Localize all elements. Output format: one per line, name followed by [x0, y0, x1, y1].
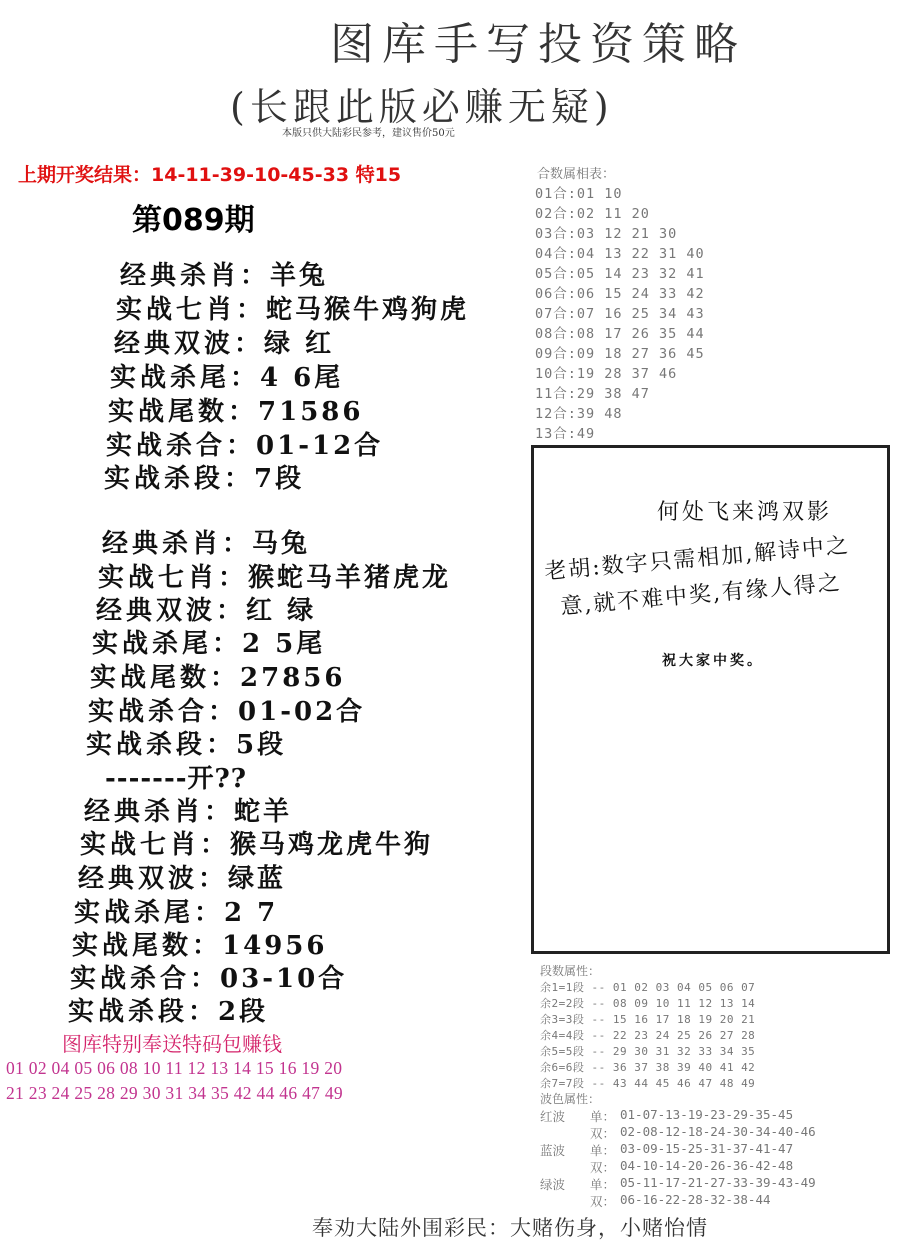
- prediction-row: 实战尾数：71586: [108, 397, 364, 427]
- segment-row: 余1=1段 -- 01 02 03 04 05 06 07: [540, 981, 756, 994]
- poem-hint-line-2: 意,就不难中奖,有缘人得之: [559, 570, 843, 620]
- prediction-row: 实战杀尾：4 6尾: [110, 363, 344, 393]
- segment-row: 余7=7段 -- 43 44 45 46 47 48 49: [540, 1077, 756, 1090]
- wave-numbers: 01-07-13-19-23-29-35-45: [620, 1107, 794, 1122]
- footer-warning: 奉劝大陆外围彩民：大赌伤身，小赌怡情: [312, 1216, 708, 1240]
- heshu-row: 08合:08 17 26 35 44: [535, 326, 705, 342]
- heshu-row: 06合:06 15 24 33 42: [535, 286, 705, 302]
- wave-name: 蓝波: [540, 1143, 566, 1158]
- page-title: 图库手写投资策略: [330, 19, 746, 70]
- prediction-row: 实战杀尾：2 5尾: [92, 629, 326, 659]
- heshu-row: 05合:05 14 23 32 41: [535, 266, 705, 282]
- wave-numbers: 05-11-17-21-27-33-39-43-49: [620, 1175, 816, 1190]
- poem-hint-line-1: 老胡:数字只需相加,解诗中之: [543, 533, 851, 585]
- promo-numbers-line-1: 01 02 04 05 06 08 10 11 12 13 14 15 16 19 20: [6, 1058, 343, 1078]
- prediction-row: 实战七肖：蛇马猴牛鸡狗虎: [116, 295, 470, 325]
- heshu-row: 03合:03 12 21 30: [535, 226, 678, 242]
- segment-row: 余4=4段 -- 22 23 24 25 26 27 28: [540, 1029, 756, 1042]
- wave-kind: 双：: [590, 1194, 616, 1209]
- prediction-row: 经典双波：绿 红: [114, 329, 335, 359]
- heshu-row: 10合:19 28 37 46: [535, 366, 678, 382]
- prediction-row: 实战尾数：27856: [90, 663, 346, 693]
- segment-table-title: 段数属性：: [540, 964, 601, 978]
- prediction-row: 实战杀尾：2 7: [74, 898, 279, 928]
- poem-title: 何处飞来鸿双影: [657, 500, 833, 525]
- prediction-row: 经典双波：红 绿: [96, 596, 317, 626]
- wave-kind: 双：: [590, 1126, 616, 1141]
- wave-numbers: 02-08-12-18-24-30-34-40-46: [620, 1124, 816, 1139]
- prediction-row: 经典杀肖：蛇羊: [84, 797, 293, 827]
- prediction-row: 实战杀段：2段: [68, 997, 269, 1027]
- heshu-row: 07合:07 16 25 34 43: [535, 306, 705, 322]
- heshu-row: 12合:39 48: [535, 406, 623, 422]
- wave-numbers: 06-16-22-28-32-38-44: [620, 1192, 771, 1207]
- price-note: 本版只供大陆彩民参考，建议售价50元: [282, 128, 455, 139]
- wave-name: 红波: [540, 1109, 566, 1124]
- heshu-row: 02合:02 11 20: [535, 206, 650, 222]
- prediction-row: 实战七肖：猴马鸡龙虎牛狗: [80, 830, 434, 860]
- prediction-row: 经典双波：绿蓝: [78, 864, 287, 894]
- prediction-row: 实战杀合：01-02合: [88, 697, 366, 727]
- issue-number: 第089期: [132, 203, 255, 238]
- page-subtitle: (长跟此版必赚无疑): [230, 85, 614, 129]
- prediction-row: 经典杀肖：羊兔: [120, 261, 329, 291]
- heshu-row: 09合:09 18 27 36 45: [535, 346, 705, 362]
- segment-row: 余2=2段 -- 08 09 10 11 12 13 14: [540, 997, 756, 1010]
- promo-title: 图库特别奉送特码包赚钱: [62, 1032, 282, 1056]
- prediction-row: 实战杀合：03-10合: [70, 964, 348, 994]
- prediction-row: 实战杀段：7段: [104, 464, 305, 494]
- prediction-row: 实战杀段：5段: [86, 730, 287, 760]
- wave-numbers: 04-10-14-20-26-36-42-48: [620, 1158, 794, 1173]
- prediction-row: 实战尾数：14956: [72, 931, 328, 961]
- prediction-row: 实战杀合：01-12合: [106, 431, 384, 461]
- prediction-row: 经典杀肖：马兔: [102, 529, 311, 559]
- poem-wish: 祝大家中奖。: [662, 653, 764, 669]
- prediction-row: 实战七肖：猴蛇马羊猪虎龙: [98, 563, 452, 593]
- wave-kind: 双：: [590, 1160, 616, 1175]
- heshu-row: 04合:04 13 22 31 40: [535, 246, 705, 262]
- wave-name: 绿波: [540, 1177, 566, 1192]
- wave-kind: 单：: [590, 1143, 616, 1158]
- wave-numbers: 03-09-15-25-31-37-41-47: [620, 1141, 794, 1156]
- wave-kind: 单：: [590, 1177, 616, 1192]
- segment-row: 余3=3段 -- 15 16 17 18 19 20 21: [540, 1013, 756, 1026]
- last-draw-result: 上期开奖结果：14-11-39-10-45-33 特15: [18, 164, 402, 186]
- wave-kind: 单：: [590, 1109, 616, 1124]
- heshu-table-title: 合数属相表：: [537, 167, 616, 182]
- segment-row: 余5=5段 -- 29 30 31 32 33 34 35: [540, 1045, 756, 1058]
- heshu-row: 11合:29 38 47: [535, 386, 650, 402]
- heshu-row: 13合:49: [535, 426, 596, 442]
- wave-table-title: 波色属性：: [540, 1092, 601, 1106]
- segment-row: 余6=6段 -- 36 37 38 39 40 41 42: [540, 1061, 756, 1074]
- promo-numbers-line-2: 21 23 24 25 28 29 30 31 34 35 42 44 46 47 49: [6, 1083, 343, 1103]
- open-separator: -------开??: [105, 764, 248, 794]
- heshu-row: 01合:01 10: [535, 186, 623, 202]
